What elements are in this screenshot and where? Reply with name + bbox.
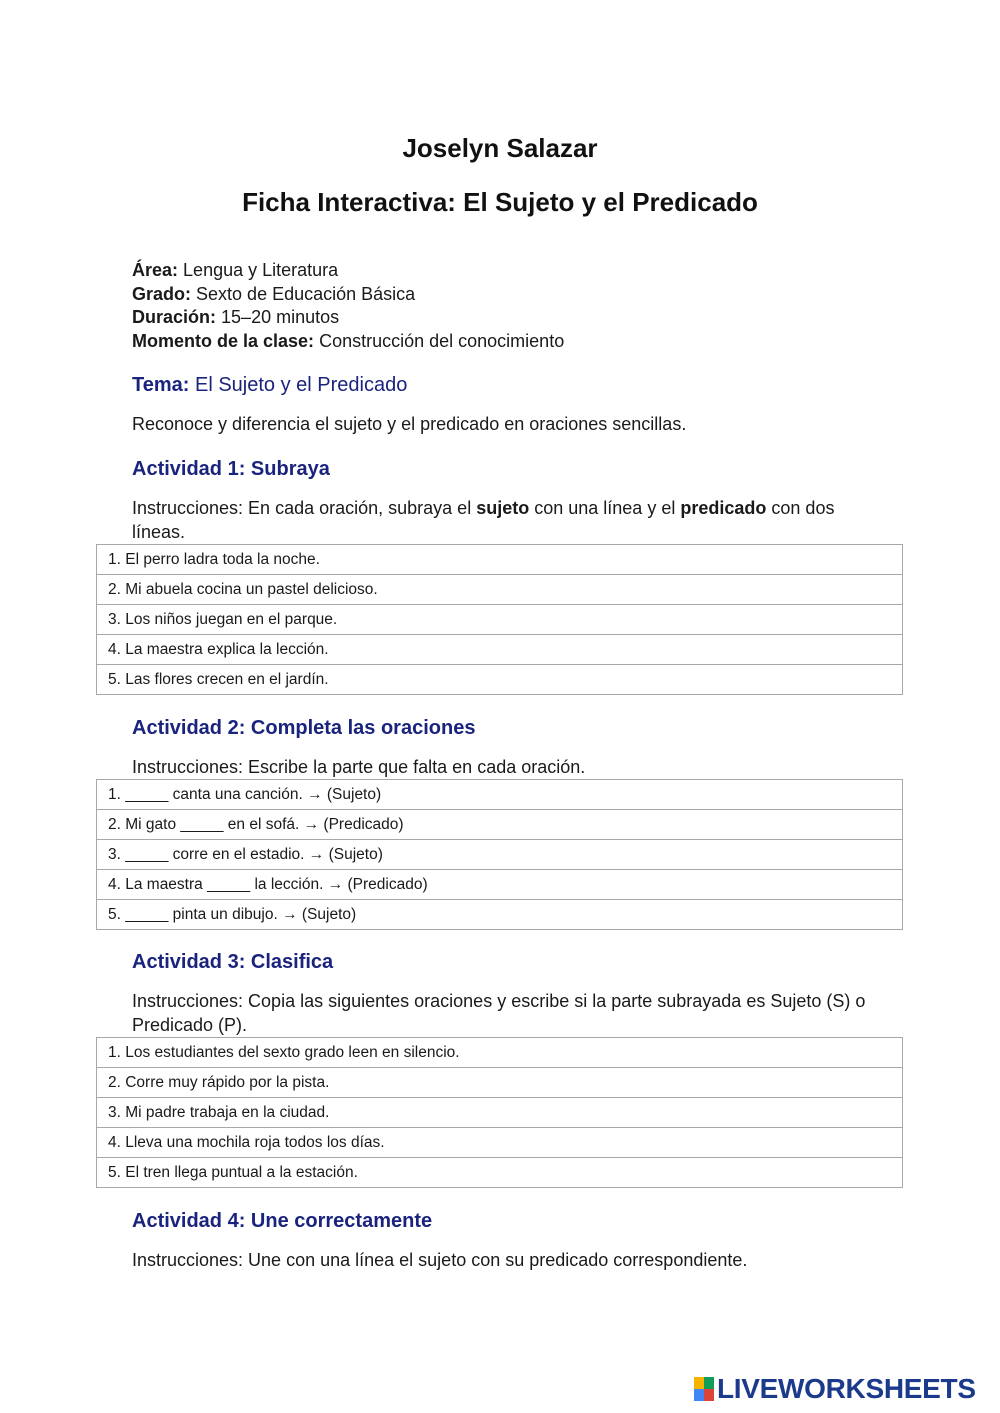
activity4-heading: Actividad 4: Une correctamente: [132, 1210, 433, 1232]
activity2-instructions: Instrucciones: Escribe la parte que falta en cada oración.: [132, 757, 586, 777]
table-row: [97, 1158, 903, 1188]
activity2-table: [96, 779, 903, 930]
table-cell[interactable]: 1. El perro ladra toda la noche.: [97, 545, 903, 575]
meta-duracion: Duración: 15–20 minutos: [132, 307, 340, 327]
table-cell[interactable]: 1. _____ canta una canción. → (Sujeto): [97, 780, 903, 810]
table-cell[interactable]: 5. Las flores crecen en el jardín.: [97, 665, 903, 695]
activity3-table: [96, 1037, 903, 1188]
table-cell[interactable]: 3. Los niños juegan en el parque.: [97, 605, 903, 635]
table-row: [97, 635, 903, 665]
table-cell[interactable]: 4. La maestra _____ la lección. → (Predicado): [97, 870, 903, 900]
table-row: [97, 605, 903, 635]
table-cell[interactable]: 1. Los estudiantes del sexto grado leen en silencio.: [97, 1038, 903, 1068]
meta-info: [132, 259, 564, 353]
table-cell[interactable]: 4. La maestra explica la lección.: [97, 635, 903, 665]
table-row: [97, 810, 903, 840]
activity3-heading: Actividad 3: Clasifica: [132, 951, 334, 973]
table-cell[interactable]: 5. _____ pinta un dibujo. → (Sujeto): [97, 900, 903, 930]
meta-area: Área: Lengua y Literatura: [132, 260, 339, 280]
activity1-table: [96, 544, 903, 695]
table-row: [97, 1038, 903, 1068]
activity3-instructions: Instrucciones: Copia las siguientes oraciones y escribe si la parte subrayada es Sujeto (S) o Predicado (P).: [132, 991, 866, 1035]
table-row: [97, 1128, 903, 1158]
meta-momento: Momento de la clase: Construcción del conocimiento: [132, 330, 565, 351]
table-row: [97, 1068, 903, 1098]
table-row: [97, 665, 903, 695]
tema-description: Reconoce y diferencia el sujeto y el predicado en oraciones sencillas.: [132, 414, 687, 434]
meta-grado: Grado: Sexto de Educación Básica: [132, 283, 416, 304]
table-row: [97, 575, 903, 605]
table-row: [97, 780, 903, 810]
table-row: [97, 1098, 903, 1128]
table-row: [97, 870, 903, 900]
table-cell[interactable]: 5. El tren llega puntual a la estación.: [97, 1158, 903, 1188]
table-row: [97, 840, 903, 870]
page-title: Ficha Interactiva: El Sujeto y el Predicado: [242, 187, 758, 217]
logo-text: LIVEWORKSHEETS: [717, 1373, 976, 1404]
table-cell[interactable]: 2. Mi abuela cocina un pastel delicioso.: [97, 575, 903, 605]
tema-heading: Tema: El Sujeto y el Predicado: [132, 374, 408, 396]
author-name: Joselyn Salazar: [402, 133, 598, 163]
logo-mark-icon: [694, 1377, 714, 1401]
table-row: [97, 900, 903, 930]
liveworksheets-logo: [694, 1374, 976, 1404]
activity1-heading: Actividad 1: Subraya: [132, 458, 330, 480]
activity2-heading: Actividad 2: Completa las oraciones: [132, 717, 476, 739]
table-cell[interactable]: 2. Corre muy rápido por la pista.: [97, 1068, 903, 1098]
table-cell[interactable]: 2. Mi gato _____ en el sofá. → (Predicado): [97, 810, 903, 840]
activity4-instructions: Instrucciones: Une con una línea el sujeto con su predicado correspondiente.: [132, 1250, 748, 1270]
activity1-instructions: Instrucciones: En cada oración, subraya el sujeto con una línea y el predicado con dos líneas.: [132, 498, 835, 542]
table-cell[interactable]: 3. _____ corre en el estadio. → (Sujeto): [97, 840, 903, 870]
table-cell[interactable]: 4. Lleva una mochila roja todos los días.: [97, 1128, 903, 1158]
table-row: [97, 545, 903, 575]
table-cell[interactable]: 3. Mi padre trabaja en la ciudad.: [97, 1098, 903, 1128]
